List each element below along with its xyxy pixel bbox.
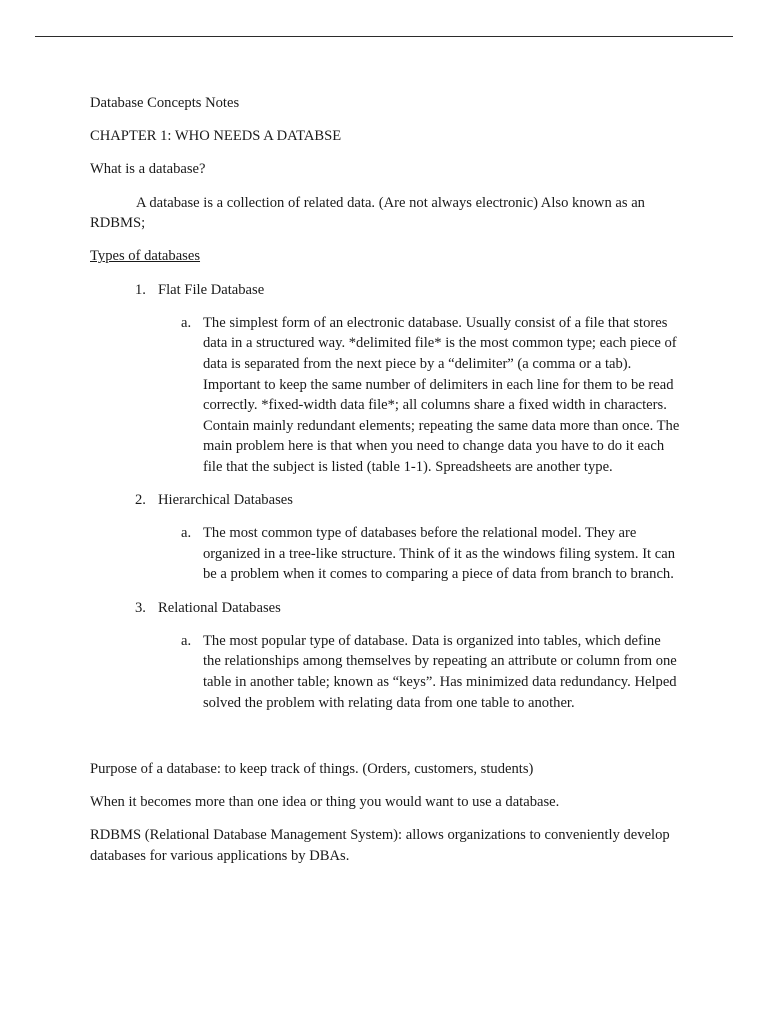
sub-list-item: [90, 523, 680, 585]
list-item-title: Relational Databases: [158, 599, 281, 616]
when-to-use-paragraph: When it becomes more than one idea or thing you would want to use a database.: [90, 793, 560, 810]
types-heading: Types of databases: [90, 248, 201, 265]
list-number: 3.: [135, 599, 146, 616]
sub-list-letter: a.: [181, 632, 192, 649]
sub-list-text: The most common type of databases before the relational model. They are organized in a tree-like structure. Think of it as the windows filing system. It can be a problem when it comes to comparing a piece of data from branch to branch.: [203, 525, 676, 583]
sub-list-letter: a.: [181, 525, 192, 542]
chapter-heading: CHAPTER 1: WHO NEEDS A DATABSE: [90, 128, 342, 145]
list-item-title: Hierarchical Databases: [158, 492, 293, 509]
list-number: 1.: [135, 281, 146, 298]
header-rule: [35, 36, 733, 37]
purpose-paragraph: Purpose of a database: to keep track of things. (Orders, customers, students): [90, 760, 534, 777]
sub-list-item: [90, 313, 680, 478]
list-item-type-2: [90, 490, 680, 511]
rdbms-paragraph: RDBMS (Relational Database Management System): allows organizations to conveniently develop databases for various applications by DBAs.: [90, 827, 670, 864]
question-heading: What is a database?: [90, 161, 206, 178]
list-item-type-3: [90, 598, 680, 619]
document-body: [90, 93, 680, 879]
document-title: Database Concepts Notes: [90, 95, 240, 111]
sub-list-text: The simplest form of an electronic database. Usually consist of a file that stores data in a structured way. *delimited file* is the most common type; each piece of data is separated from the next piece by a “delimiter” (a comma or a tab). Important to keep the same number of delimiters in each line for them to be read correctly. *fixed-width data file*; all columns share a fixed width in characters. Contain mainly redundant elements; repeating the same data more than once. The main problem here is that when you need to change data you have to do it each file that the subject is listed (table 1-1). Spreadsheets are another type.: [203, 314, 680, 475]
list-number: 2.: [135, 492, 146, 509]
list-item-title: Flat File Database: [158, 281, 265, 298]
sub-list-letter: a.: [181, 314, 192, 331]
sub-list-text: The most popular type of database. Data is organized into tables, which define the relationships among themselves by repeating an attribute or column from one table in another table; known as “keys”. Has minimized data redundancy. Helped solved the problem with relating data from one table to another.: [203, 632, 677, 711]
definition-paragraph: A database is a collection of related data. (Are not always electronic) Also known as an RDBMS;: [90, 194, 645, 232]
blank-line: [90, 726, 680, 759]
sub-list-item: [90, 631, 680, 713]
list-item-type-1: [90, 280, 680, 301]
